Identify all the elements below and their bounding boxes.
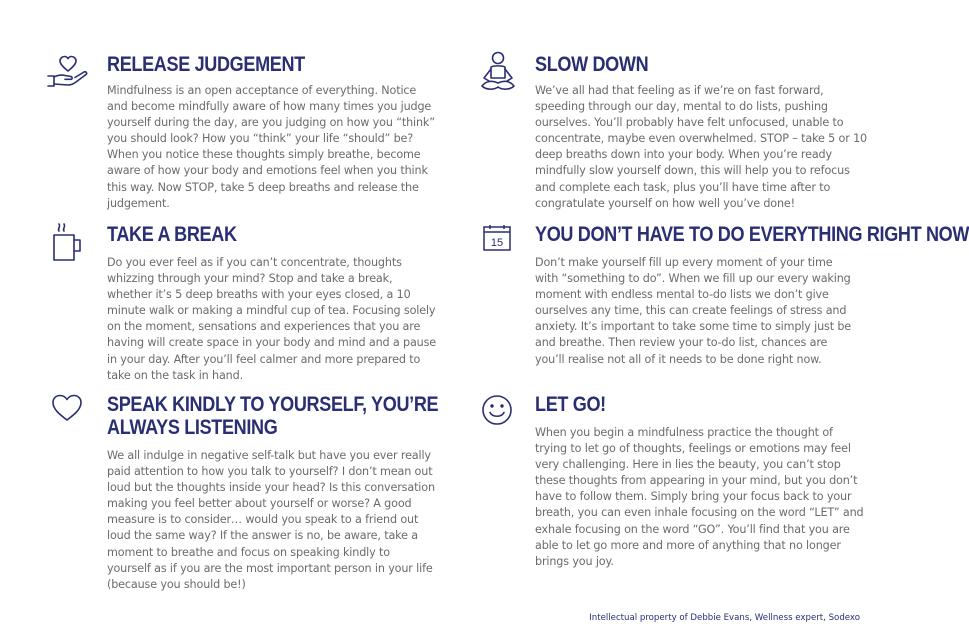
- section-heading: LET GO!: [535, 393, 606, 416]
- section-body: Don’t make yourself fill up every moment of your time with “something to do”. When we fill up our every waking moment with endless mental to-do lists we don’t give ourselves any time, this can create feelings of stress and anxiety. It’s important to take some time to simply just be and breathe. Then review your to-do list, chances are you’ll realise not all of it needs to be done right now.: [535, 256, 852, 366]
- section-body: We all indulge in negative self-talk but have you ever really paid attention to how you talk to yourself? I don’t mean out loud but the thoughts inside your head? Is this conversation making you feel better about yourself or worse? A good measure is to consider… would you speak to a friend out loud the same way? If the answer is no, be aware, take a moment to breathe and focus on speaking kindly to yourself as if you are the most important person in your life (because you should be!): [107, 449, 435, 591]
- section-heading: RELEASE JUDGEMENT: [107, 53, 305, 76]
- calendar-icon: [482, 224, 512, 252]
- smiley-icon: [480, 393, 514, 427]
- section-heading: TAKE A BREAK: [107, 223, 237, 246]
- section-heading: SPEAK KINDLY TO YOURSELF, YOU’RE ALWAYS LISTENING: [107, 393, 439, 439]
- heart-hand-icon: [46, 52, 90, 90]
- meditation-icon: [478, 50, 518, 94]
- section-heading: YOU DON’T HAVE TO DO EVERYTHING RIGHT NOW: [535, 223, 969, 246]
- section-body: Do you ever feel as if you can’t concentrate, thoughts whizzing through your mind? Stop and take a break, whether it’s 5 deep breaths with your eyes closed, a 10 minute walk or making a mindful cup of tea. Focusing solely on the moment, sensations and experiences that you are having will create space in your body and mind and a pause in your day. After you’ll feel calmer and more prepared to take on the task in hand.: [107, 256, 437, 382]
- footer-credit: Intellectual property of Debbie Evans, Wellness expert, Sodexo: [589, 613, 860, 623]
- section-body: Mindfulness is an open acceptance of everything. Notice and become mindfully aware of how many times you judge yourself during the day, are you judging on how you “think” you should look? How you “think” your life “should” be? When you notice these thoughts simply breathe, become aware of how your body and emotions feel when you think this way. Now STOP, take 5 deep breaths and release the judgement.: [107, 84, 435, 210]
- mug-icon: [49, 222, 85, 264]
- heart-icon: [50, 393, 84, 423]
- section-heading: SLOW DOWN: [535, 53, 649, 76]
- section-body: When you begin a mindfulness practice the thought of trying to let go of thoughts, feelings or emotions may feel very challenging. Here in lies the beauty, you can’t stop these thoughts from appearing in your mind, but you don’t have to follow them. Simply bring your focus back to your breath, you can even inhale focusing on the word “LET” and exhale focusing on the word “GO”. You’ll find that you are able to let go more and more of anything that no longer brings you joy.: [535, 426, 864, 568]
- calendar-date: 15: [490, 237, 504, 249]
- section-body: We’ve all had that feeling as if we’re on fast forward, speeding through our day, mental to do lists, pushing ourselves. You’ll probably have felt unfocused, unable to concentrate, maybe even overwhelmed. STOP – take 5 or 10 deep breaths down into your body. When you’re ready mindfully slow yourself down, this will help you to refocus and complete each task, plus you’ll have time after to congratulate yourself on how well you’ve done!: [535, 84, 868, 210]
